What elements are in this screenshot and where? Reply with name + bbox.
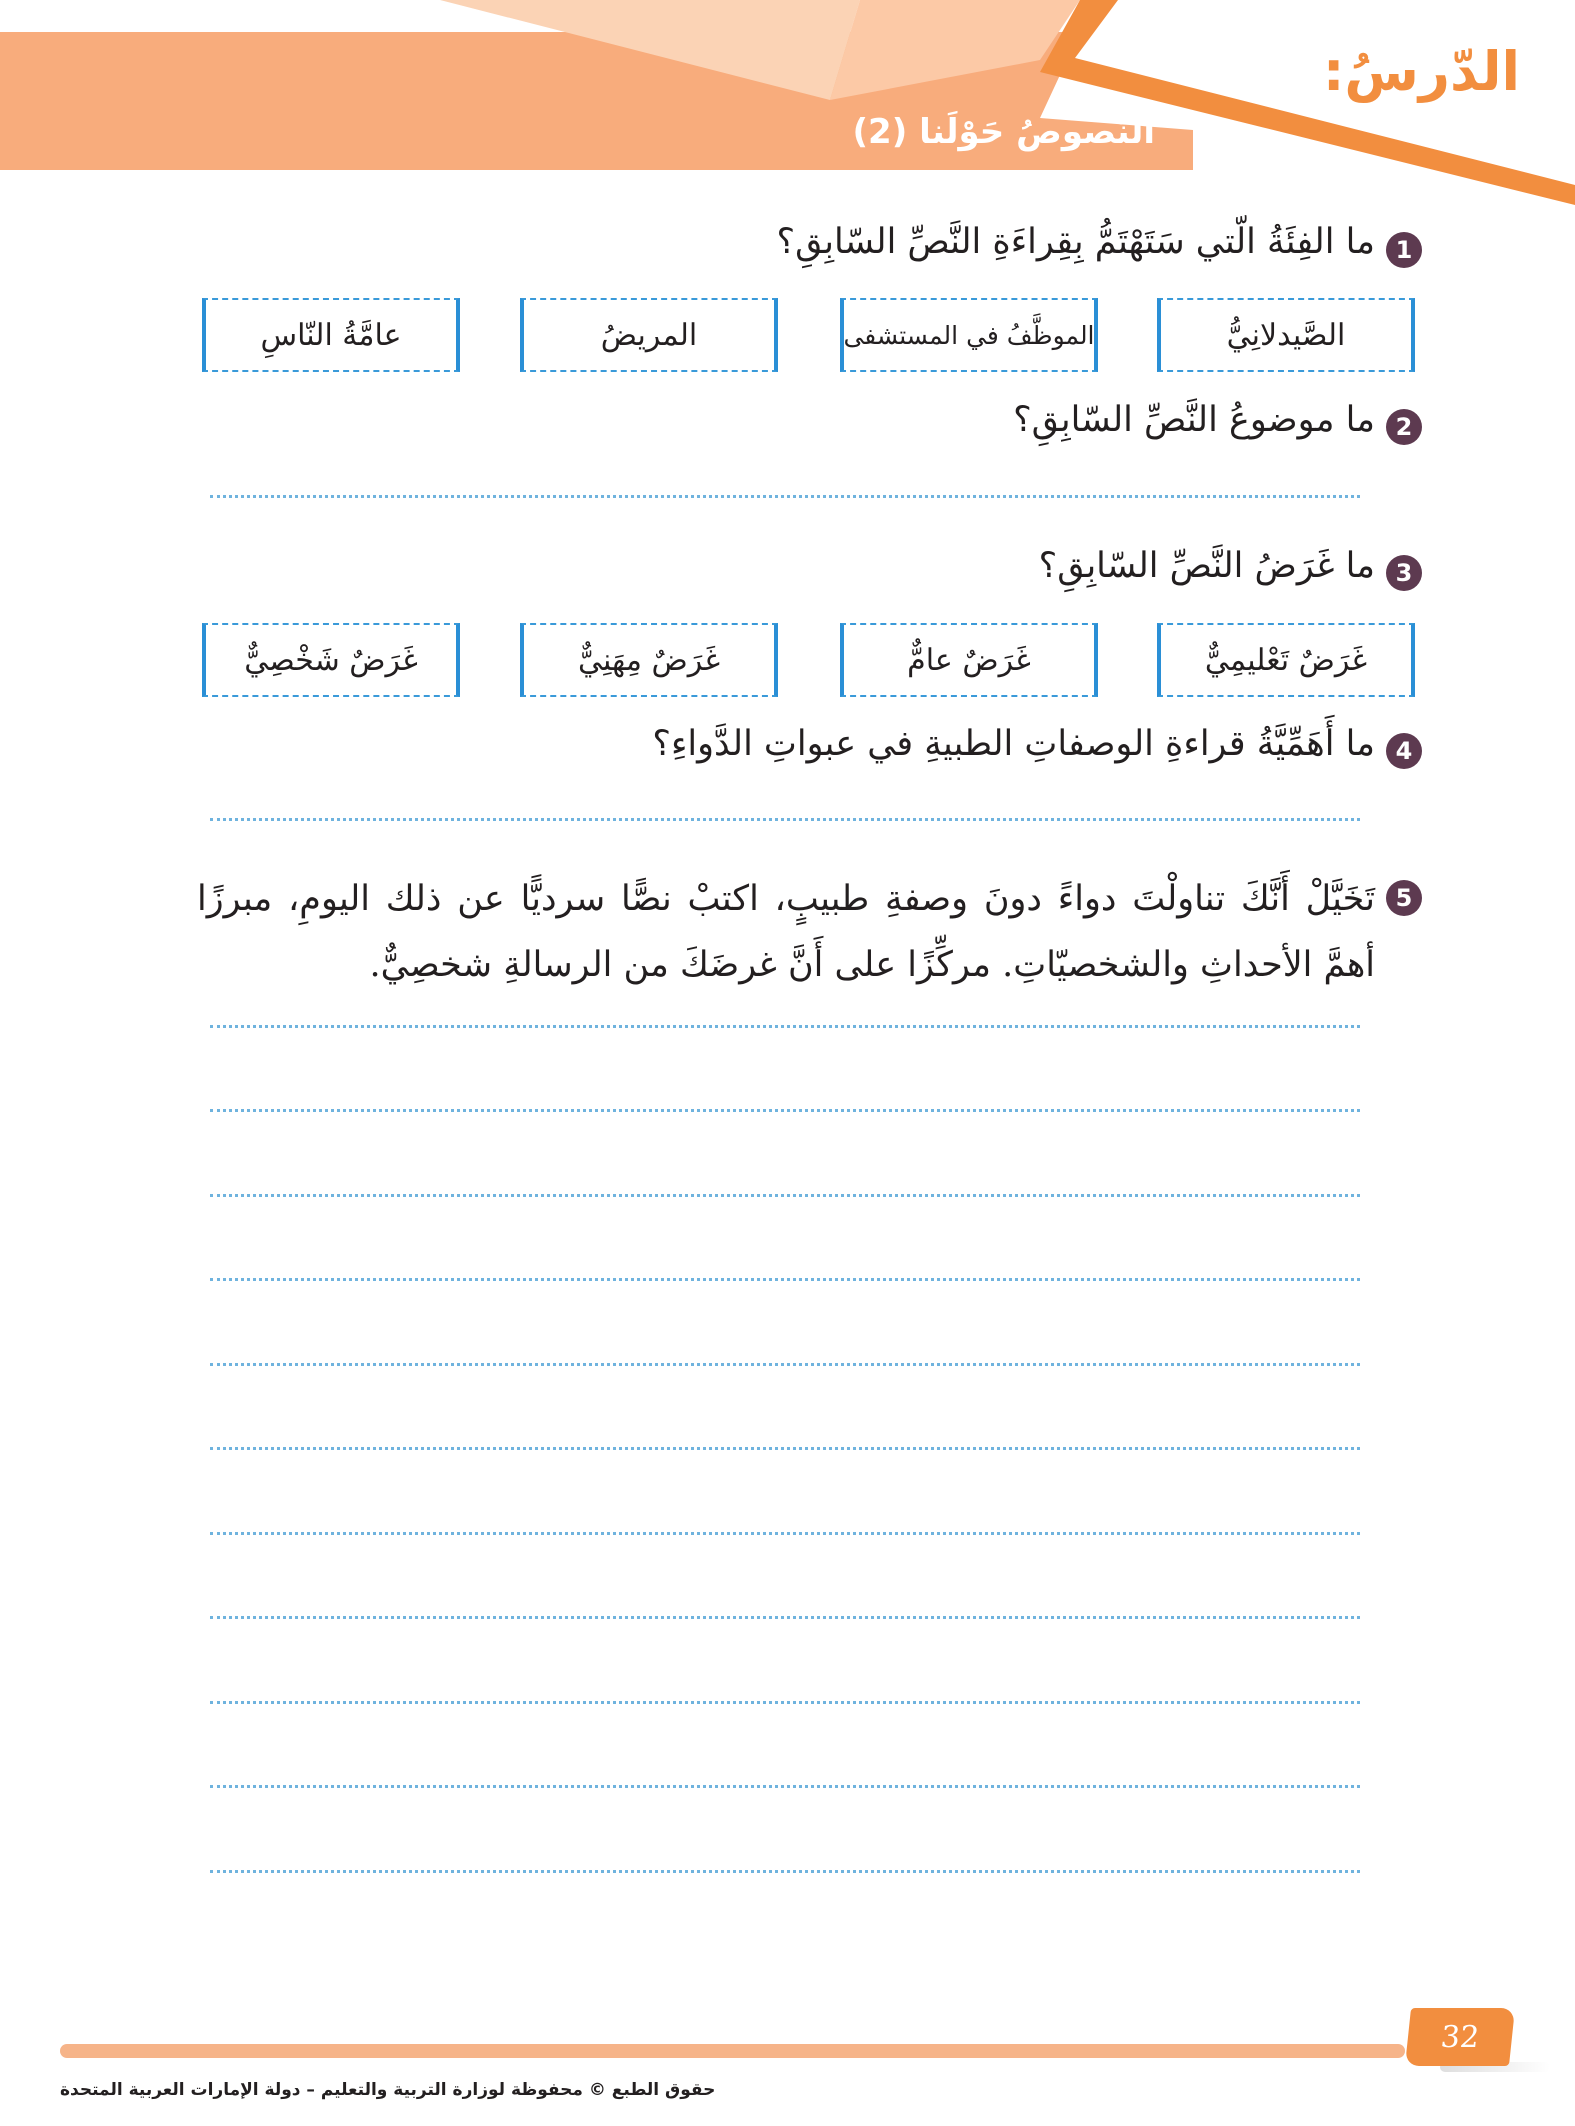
q3-option-3[interactable]: غَرَضٌ مِهَنِيٌّ — [520, 623, 778, 697]
answer-line[interactable] — [210, 1363, 1360, 1366]
q1-option-2[interactable]: الموظَّفُ في المستشفى — [840, 298, 1098, 372]
answer-line[interactable] — [210, 1278, 1360, 1281]
question-2-text: ما موضوعُ النَّصِّ السّابِقِ؟ — [1013, 400, 1375, 440]
answer-line[interactable] — [210, 1109, 1360, 1112]
answer-line[interactable] — [210, 1701, 1360, 1704]
q3-option-2[interactable]: غَرَضٌ عامٌّ — [840, 623, 1098, 697]
question-number-badge: 2 — [1386, 409, 1422, 445]
answer-line[interactable] — [210, 495, 1360, 498]
answer-line[interactable] — [210, 1785, 1360, 1788]
answer-line[interactable] — [210, 1616, 1360, 1619]
footer-bar — [60, 2044, 1405, 2058]
q1-option-3[interactable]: المريضُ — [520, 298, 778, 372]
copyright-notice: حقوق الطبع © محفوظة لوزارة التربية والتعليم – دولة الإمارات العربية المتحدة — [60, 2080, 716, 2100]
question-number-badge: 4 — [1386, 733, 1422, 769]
question-5-text: تَخَيَّلْ أَنَّكَ تناولْتَ دواءً دونَ وصفةِ طبيبٍ، اكتبْ نصًّا سرديًّا عن ذلك اليومِ، مبرزًا أهمَّ الأحداثِ والشخصيّاتِ. مركِّزًا على أَنَّ غرضَكَ من الرسالةِ شخصِيٌّ. — [197, 879, 1375, 985]
answer-line[interactable] — [210, 818, 1360, 821]
header-banner — [0, 0, 1575, 220]
question-number-badge: 1 — [1386, 232, 1422, 268]
lesson-title: النُّصوصُ حَوْلَنا (2) — [852, 112, 1155, 152]
q3-option-1[interactable]: غَرَضٌ تَعْليمِيٌّ — [1157, 623, 1415, 697]
q3-option-4[interactable]: غَرَضٌ شَخْصِيٌّ — [202, 623, 460, 697]
question-3-text: ما غَرَضُ النَّصِّ السّابِقِ؟ — [1038, 546, 1375, 586]
question-number-badge: 5 — [1386, 880, 1422, 916]
q1-option-4[interactable]: عامَّةُ النّاسِ — [202, 298, 460, 372]
lesson-label: الدّرسُ: — [1322, 40, 1520, 103]
answer-line[interactable] — [210, 1025, 1360, 1028]
question-4-text: ما أَهَمِّيَّةُ قراءةِ الوصفاتِ الطبيةِ في عبواتِ الدَّواءِ؟ — [652, 724, 1375, 764]
page-number: 32 — [1405, 2008, 1515, 2066]
q1-option-1[interactable]: الصَّيدلانِيُّ — [1157, 298, 1415, 372]
answer-line[interactable] — [210, 1532, 1360, 1535]
answer-line[interactable] — [210, 1194, 1360, 1197]
answer-line[interactable] — [210, 1447, 1360, 1450]
question-number-badge: 3 — [1386, 555, 1422, 591]
answer-line[interactable] — [210, 1870, 1360, 1873]
question-1-text: ما الفِئَةُ الّتي سَتَهْتَمُّ بِقِراءَةِ النَّصِّ السّابِقِ؟ — [776, 222, 1375, 262]
